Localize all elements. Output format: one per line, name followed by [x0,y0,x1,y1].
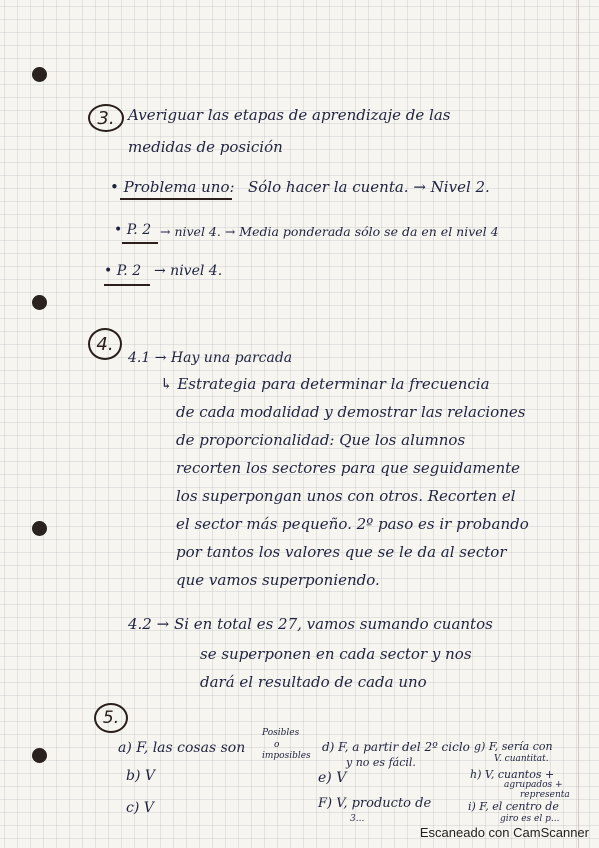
section-3-title-line1: Averiguar las etapas de aprendizaje de las [128,106,451,124]
section-4-number: 4. [88,328,122,360]
section-3-title-line2: medidas de posición [128,138,283,156]
problem-3-label: • P. 2 [104,263,142,279]
s4-line3: de cada modalidad y demostrar las relaciones [176,403,526,421]
answer-a: a) F, las cosas son [118,740,246,756]
s4-line5: recorten los sectores para que seguidamente [176,459,521,477]
answer-g-continued: V. cuantitat. [494,754,549,764]
underline [104,284,150,286]
problem-2-label-text: P. 2 [126,222,152,238]
s4-line9: que vamos superponiendo. [176,571,380,589]
answer-g: g) F, sería con [474,740,553,753]
answer-i-continued: giro es el p... [500,814,560,824]
binder-hole [32,521,47,536]
binder-hole [32,748,47,763]
answer-a-brace-bot: imposibles [262,751,311,761]
answer-d: d) F, a partir del 2º ciclo [322,740,470,754]
answer-e: e) V [318,770,347,786]
answer-a-brace-mid: o [274,740,280,750]
answer-f: F) V, producto de [318,796,432,811]
s4-line2: ↳ Estrategia para determinar la frecuencia [160,375,490,393]
problem-1-text: Sólo hacer la cuenta. → Nivel 2. [248,178,490,196]
answer-h-continued-1: agrupados + [504,780,563,790]
camscanner-watermark: Escaneado con CamScanner [419,825,589,840]
s4-2-line3: dará el resultado de cada uno [200,673,427,691]
underline [120,198,232,200]
answer-h: h) V, cuantos + [470,768,555,781]
answer-h-continued-2: representa [520,790,570,800]
answer-a-brace-top: Posibles [262,728,300,738]
problem-3-label-text: P. 2 [116,263,142,279]
s4-line7: el sector más pequeño. 2º paso es ir probando [176,515,529,533]
problem-2-text: → nivel 4. → Media ponderada sólo se da en el nivel 4 [160,224,499,239]
underline [122,242,158,244]
answer-c: c) V [126,800,154,816]
s4-line6: los superpongan unos con otros. Recorten el [176,487,516,505]
problem-3-text: → nivel 4. [154,263,223,279]
problem-1-label: • Problema uno: [110,178,235,196]
page-edge-line [578,0,579,848]
section-3-number: 3. [88,104,124,132]
answer-f-continued: 3... [350,814,365,824]
answer-d-continued: y no es fácil. [346,756,416,769]
section-5-number: 5. [94,703,128,733]
answer-i: i) F, el centro de [468,800,559,813]
answer-b: b) V [126,768,155,784]
problem-1-label-text: Problema uno: [123,178,235,196]
s4-line8: por tantos los valores que se le da al sector [176,543,507,561]
binder-hole [32,295,47,310]
s4-2-line1: 4.2 → Si en total es 27, vamos sumando cuantos [128,615,493,633]
s4-2-line2: se superponen en cada sector y nos [200,645,472,663]
binder-hole [32,67,47,82]
problem-2-label: • P. 2 [114,222,152,238]
s4-line4: de proporcionalidad: Que los alumnos [176,431,466,449]
s4-line1: 4.1 → Hay una parcada [128,350,293,366]
